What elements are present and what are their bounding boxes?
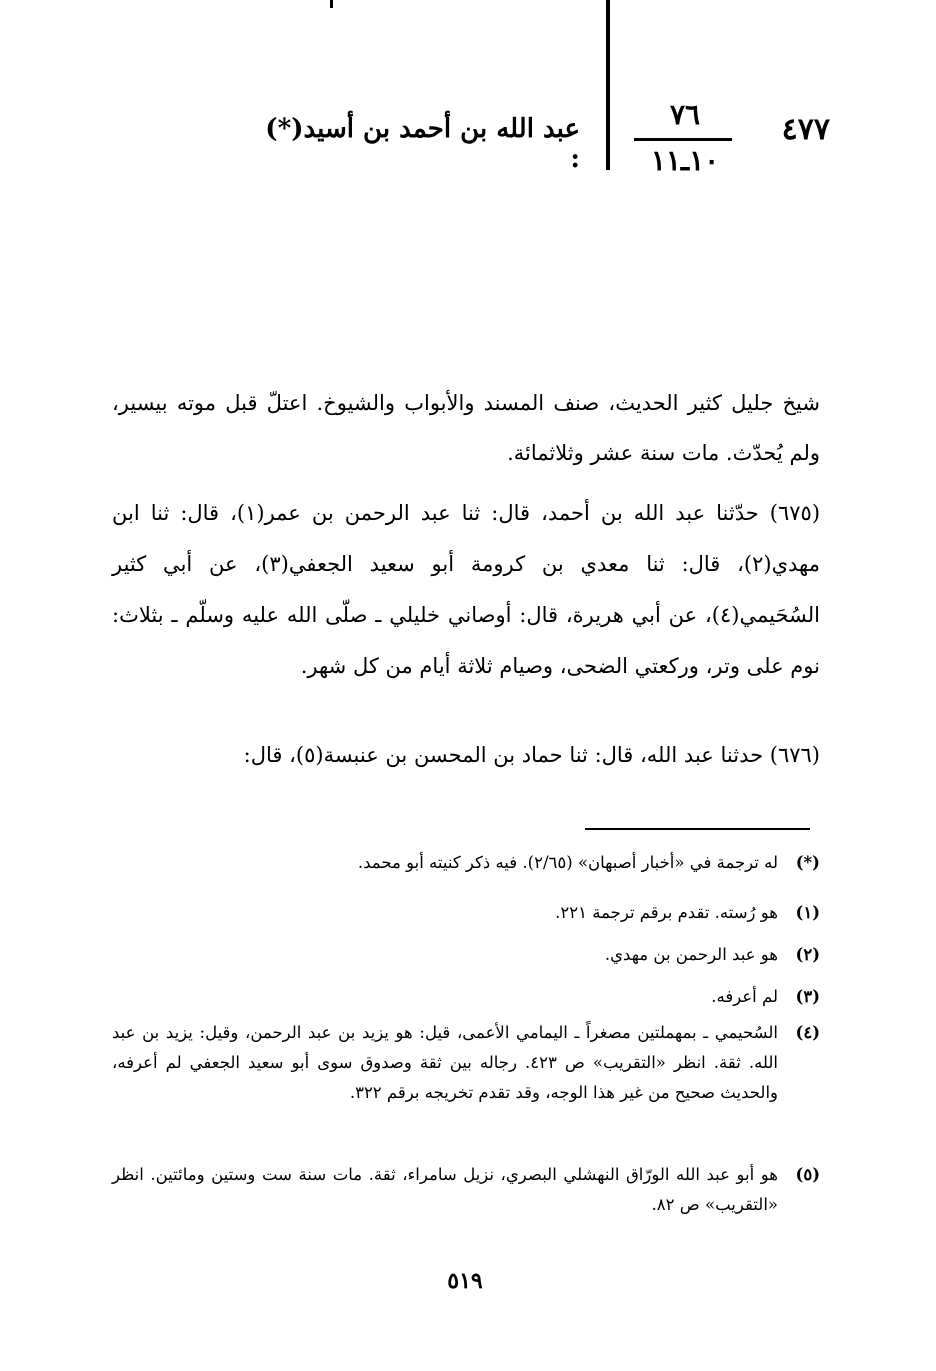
footnote-marker: (٣) — [795, 987, 820, 1006]
footnote-marker: (٢) — [795, 945, 820, 964]
reference-fraction-bar — [634, 138, 732, 141]
top-mark — [330, 0, 333, 8]
footnote-text: هو أبو عبد الله الورّاق النهشلي البصري، نزيل سامراء، ثقة. مات سنة ست وستين ومائتين. انظر «التقريب» ص ٨٢. — [112, 1165, 778, 1214]
reference-fraction-top: ٧٦ — [669, 98, 701, 131]
narrator-name-heading: عبد الله بن أحمد بن أسيد(*) : — [265, 114, 580, 174]
footnote-1 — [112, 898, 820, 928]
entry-number: ٤٧٧ — [781, 112, 830, 147]
footnote-4 — [112, 1018, 820, 1108]
footnote-marker: (*) — [795, 853, 820, 872]
reference-fraction-bottom: ١٠ـ١١ — [650, 144, 720, 177]
footnote-marker: (٤) — [795, 1023, 820, 1042]
footnote-5 — [112, 1160, 820, 1220]
page-number: ٥١٩ — [447, 1268, 483, 1294]
footnote-2 — [112, 940, 820, 970]
footnote-marker: (١) — [795, 903, 820, 922]
footnote-text: هو رُسته. تقدم برقم ترجمة ٢٢١. — [555, 903, 778, 922]
footnote-text: لم أعرفه. — [711, 987, 778, 1006]
header-divider — [606, 0, 610, 170]
footnote-star — [112, 848, 820, 878]
narrator-biography: شيخ جليل كثير الحديث، صنف المسند والأبواب والشيوخ. اعتلّ قبل موته بيسير، ولم يُحدّث. مات سنة عشر وثلاثمائة. — [112, 391, 820, 465]
footnote-text: له ترجمة في «أخبار أصبهان» (٢/٦٥). فيه ذكر كنيته أبو محمد. — [357, 853, 778, 872]
hadith-676: (٦٧٦) حدثنا عبد الله، قال: ثنا حماد بن المحسن بن عنبسة(٥)، قال: — [243, 743, 820, 767]
footnote-text: هو عبد الرحمن بن مهدي. — [604, 945, 778, 964]
footnote-text: السُحيمي ـ بمهملتين مصغراً ـ اليمامي الأعمى، قيل: هو يزيد بن عبد الرحمن، وقيل: يزيد بن عبد الله. ثقة. انظر «التقريب» ص ٤٢٣. رجاله بين ثقة وصدوق سوى أبو سعيد الجعفي لم أعرفه، والحديث صحيح من غير هذا الوجه، وقد تقدم تخريجه برقم ٣٢٢. — [112, 1023, 778, 1102]
footnote-marker: (٥) — [795, 1165, 820, 1184]
footnote-separator — [585, 828, 810, 830]
footnote-3 — [112, 982, 820, 1012]
hadith-675: (٦٧٥) حدّثنا عبد الله بن أحمد، قال: ثنا عبد الرحمن بن عمر(١)، قال: ثنا ابن مهدي(٢)، قال: ثنا معدي بن كرومة أبو سعيد الجعفي(٣)، عن أبي كثير السُحَيمي(٤)، عن أبي هريرة، قال: أوصاني خليلي ـ صلّى الله عليه وسلّم ـ بثلاث: نوم على وتر، وركعتي الضحى، وصيام ثلاثة أيام من كل شهر. — [112, 501, 821, 678]
